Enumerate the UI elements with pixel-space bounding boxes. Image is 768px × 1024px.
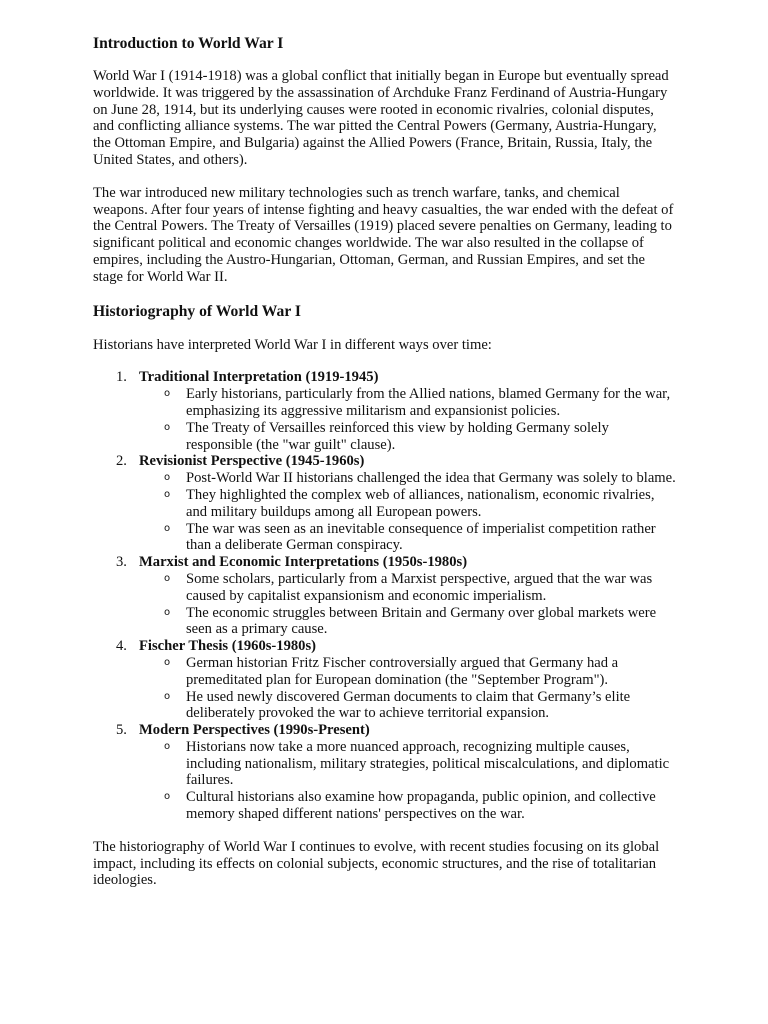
- heading-historiography: Historiography of World War I: [93, 302, 301, 320]
- point-text: German historian Fritz Fischer controversially argued that Germany had a premeditated plan for European domination (the "September Program").: [186, 654, 619, 688]
- point-text: He used newly discovered German documents to claim that Germany’s elite deliberately provoked the war to achieve territorial expansion.: [186, 688, 631, 722]
- section-title: Marxist and Economic Interpretations (1950s-1980s): [139, 554, 468, 571]
- circle-bullet-icon: o: [164, 690, 171, 702]
- circle-bullet-icon: o: [164, 572, 171, 584]
- section-number: 3.: [116, 554, 127, 571]
- circle-bullet-icon: o: [164, 522, 171, 534]
- list-item: [164, 486, 678, 521]
- section-points: [139, 386, 678, 453]
- list-item: [164, 604, 678, 639]
- circle-bullet-icon: o: [164, 656, 171, 668]
- circle-bullet-icon: o: [164, 472, 171, 484]
- section-traditional: [116, 369, 678, 453]
- section-points: [139, 470, 678, 554]
- section-title: Traditional Interpretation (1919-1945): [139, 369, 379, 386]
- section-fischer: [116, 638, 678, 722]
- point-text: The Treaty of Versailles reinforced this view by holding Germany solely responsible (the "war guilt" clause).: [186, 419, 609, 453]
- list-item: [164, 520, 678, 555]
- section-title: Fischer Thesis (1960s-1980s): [139, 638, 317, 655]
- point-text: The war was seen as an inevitable consequence of imperialist competition rather than a deliberate German conspiracy.: [186, 520, 656, 554]
- section-modern: [116, 722, 678, 823]
- section-points: [139, 571, 678, 638]
- list-item: [164, 738, 678, 789]
- section-points: [139, 655, 678, 722]
- circle-bullet-icon: o: [164, 488, 171, 500]
- section-number: 4.: [116, 638, 127, 655]
- point-text: They highlighted the complex web of alliances, nationalism, economic rivalries, and military buildups among all European powers.: [186, 486, 655, 520]
- section-revisionist: [116, 453, 678, 554]
- document-page: [93, 34, 678, 905]
- interpretations-list: [93, 369, 678, 823]
- circle-bullet-icon: o: [164, 606, 171, 618]
- point-text: Post-World War II historians challenged the idea that Germany was solely to blame.: [186, 470, 676, 487]
- section-number: 2.: [116, 453, 127, 470]
- heading-introduction: Introduction to World War I: [93, 35, 284, 52]
- point-text: Cultural historians also examine how propaganda, public opinion, and collective memory shaped different nations' perspectives on the war.: [186, 789, 656, 823]
- intro-paragraph-2: The war introduced new military technologies such as trench warfare, tanks, and chemical weapons. After four years of intense fighting and heavy casualties, the war ended with the defeat of the Central Powers. The Treaty of Versailles (1919) placed severe penalties on Germany, leading to significant political and economic changes worldwide. The war also resulted in the collapse of empires, including the Austro-Hungarian, Ottoman, German, and Russian Empires, and set the stage for World War II.: [93, 184, 674, 285]
- circle-bullet-icon: o: [164, 421, 171, 433]
- list-item: [164, 654, 678, 689]
- point-text: Historians now take a more nuanced approach, recognizing multiple causes, including nationalism, military strategies, political miscalculations, and diplomatic failures.: [186, 738, 670, 789]
- section-marxist: [116, 554, 678, 638]
- list-item: [164, 419, 678, 454]
- list-item: [164, 570, 678, 605]
- circle-bullet-icon: o: [164, 388, 171, 400]
- section-points: [139, 739, 678, 823]
- circle-bullet-icon: o: [164, 740, 171, 752]
- section-title: Modern Perspectives (1990s-Present): [139, 722, 370, 739]
- list-item: [164, 789, 678, 823]
- point-text: The economic struggles between Britain and Germany over global markets were seen as a primary cause.: [186, 604, 657, 638]
- section-number: 1.: [116, 369, 127, 386]
- list-item: [164, 688, 678, 723]
- section-title: Revisionist Perspective (1945-1960s): [139, 453, 365, 470]
- intro-paragraph-1: World War I (1914-1918) was a global conflict that initially began in Europe but eventually spread worldwide. It was triggered by the assassination of Archduke Franz Ferdinand of Austria-Hungary on June 28, 1914, but its underlying causes were rooted in economic rivalries, colonial disputes, and conflicting alliance systems. The war pitted the Central Powers (Germany, Austria-Hungary, the Ottoman Empire, and Bulgaria) against the Allied Powers (France, Britain, Russia, Italy, the United States, and others).: [93, 68, 669, 168]
- historiography-intro: Historians have interpreted World War I in different ways over time:: [93, 336, 492, 353]
- section-number: 5.: [116, 722, 127, 739]
- point-text: Some scholars, particularly from a Marxist perspective, argued that the war was caused by capitalist expansionism and economic imperialism.: [186, 570, 653, 604]
- conclusion-paragraph: The historiography of World War I continues to evolve, with recent studies focusing on its global impact, including its effects on colonial subjects, economic structures, and the rise of totalitarian ideologies.: [93, 838, 660, 889]
- point-text: Early historians, particularly from the Allied nations, blamed Germany for the war, emphasizing its aggressive militarism and expansionist policies.: [186, 386, 671, 419]
- circle-bullet-icon: o: [164, 791, 171, 803]
- list-item: [164, 386, 678, 420]
- list-item: [164, 470, 678, 487]
